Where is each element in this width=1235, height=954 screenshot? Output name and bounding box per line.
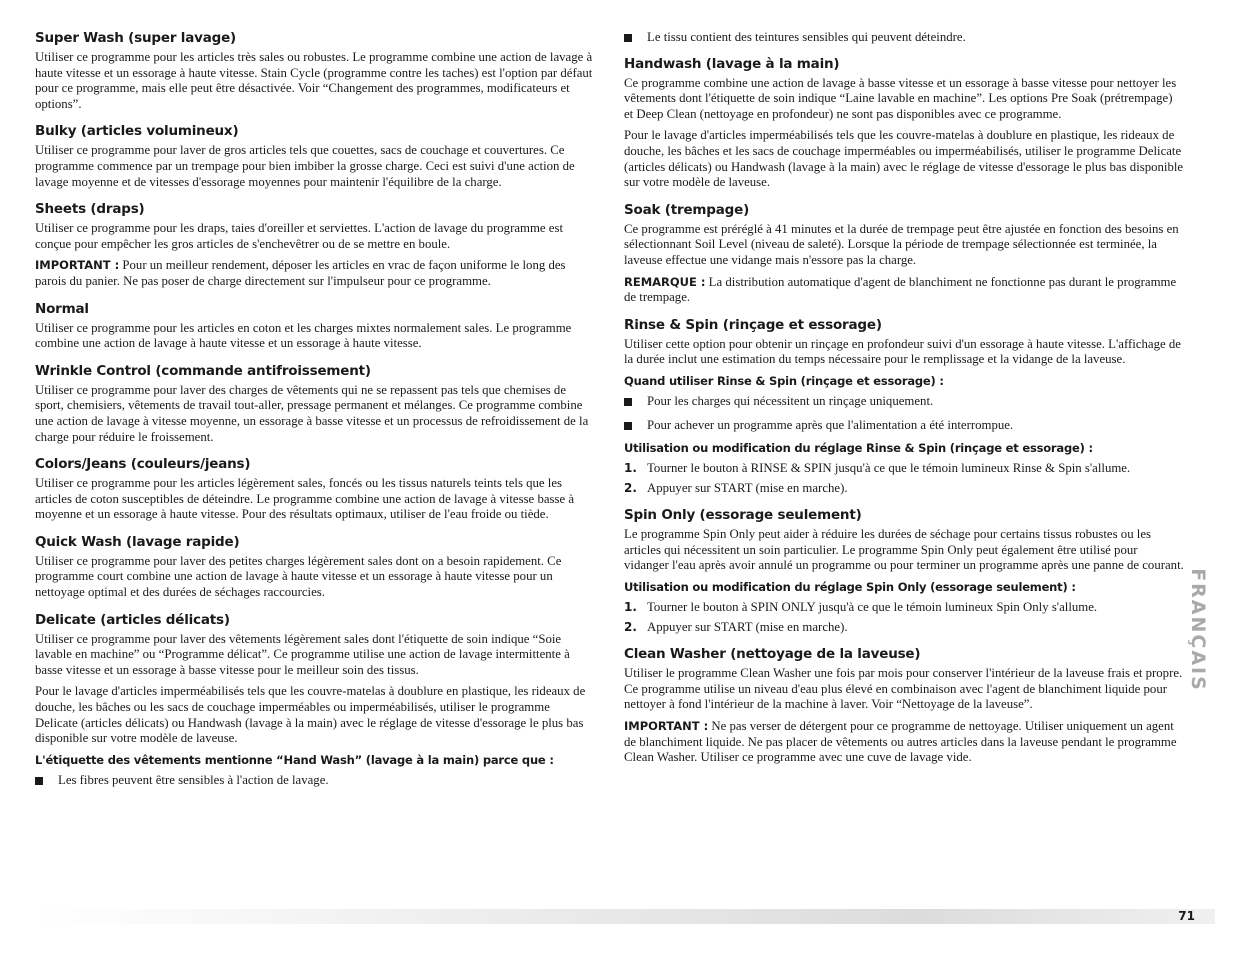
- section-body: Utiliser ce programme pour laver des charges de vêtements qui ne se repassent pas tels que chemises de sport, chemisiers, vêtements de travail tout-aller, pressage permanent et mélanges. Ce programme combine une action de lavage à vitesse moyenne, un essorage à basse vitesse et un processus de refroidissement de la charge pour réduire le froissement.: [35, 382, 589, 444]
- language-side-tab: [1180, 568, 1216, 692]
- important-label: IMPORTANT :: [624, 719, 709, 734]
- section-body: Utiliser le programme Clean Washer une fois par mois pour conserver l'intérieur de la laveuse frais et propre. Ce programme utilise un niveau d'eau plus élevé en combinaison avec l'agent de blanchiment liquide pour nettoyer à fond l'intérieur de la machine à laver. Voir “Nettoyage de la laveuse”.: [624, 666, 1183, 712]
- important-note: [35, 258, 593, 289]
- step-text: Appuyer sur START (mise en marche).: [647, 480, 848, 495]
- square-bullet-icon: [624, 422, 632, 430]
- list-item-text: Le tissu contient des teintures sensibles qui peuvent déteindre.: [647, 30, 966, 44]
- important-label: IMPORTANT :: [35, 258, 120, 273]
- section-colors-jeans: [35, 456, 593, 523]
- section-body: Utiliser ce programme pour laver des vêtements légèrement sales dont l'étiquette de soin indique “Soie lavable en machine” ou “Programme délicat”. Ce programme utilise une action de lavage intermittente à basse vitesse et un essorage à basse vitesse pour le meilleur soin des tissus.: [35, 631, 570, 677]
- list-item: [624, 418, 1184, 434]
- remark-text: La distribution automatique d'agent de blanchiment ne fonctionne pas durant le programme de trempage.: [624, 274, 1177, 305]
- list-item-text: Les fibres peuvent être sensibles à l'action de lavage.: [58, 772, 329, 787]
- section-body: Utiliser ce programme pour les articles en coton et les charges mixtes normalement sales. Le programme combine une action de lavage à haute vitesse et un essorage à haute vitesse.: [35, 320, 572, 351]
- section-title: Delicate (articles délicats): [35, 611, 230, 628]
- section-soak: [624, 202, 1184, 306]
- section-title: Soak (trempage): [624, 201, 750, 218]
- subheading: Quand utiliser Rinse & Spin (rinçage et essorage) :: [624, 373, 944, 388]
- square-bullet-icon: [35, 777, 43, 785]
- footer-bar: [35, 909, 1215, 924]
- section-wrinkle-control: [35, 363, 593, 445]
- remark-label: REMARQUE :: [624, 274, 706, 289]
- square-bullet-icon: [624, 398, 632, 406]
- section-body: Utiliser ce programme pour les draps, taies d'oreiller et serviettes. L'action de lavage du programme est conçue pour empêcher les gros articles de s'enchevêtrer ou de se mettre en boule.: [35, 221, 564, 251]
- step-list: [624, 461, 1184, 496]
- section-rinse-spin: [624, 317, 1184, 497]
- list-item: [35, 773, 593, 789]
- section-delicate: [35, 612, 593, 789]
- section-handwash: [624, 56, 1184, 191]
- important-text: Pour un meilleur rendement, déposer les articles en vrac de façon uniforme le long des parois du panier. Ne pas poser de charge directement sur l'impulseur pour ce programme.: [35, 258, 566, 288]
- section-super-wash: [35, 30, 593, 112]
- step-text: Tourner le bouton à SPIN ONLY jusqu'à ce que le témoin lumineux Spin Only s'allume.: [647, 600, 1098, 615]
- section-title: Quick Wash (lavage rapide): [35, 533, 240, 550]
- section-title: Clean Washer (nettoyage de la laveuse): [624, 646, 921, 663]
- bullet-list: [35, 773, 593, 789]
- step-item: [624, 600, 1184, 616]
- section-sheets: [35, 201, 593, 289]
- section-title: Rinse & Spin (rinçage et essorage): [624, 316, 882, 333]
- section-body-2: Pour le lavage d'articles imperméabilisés tels que les couvre-matelas à doublure en plastique, les rideaux de douche, les bâches ou les sacs de couchage imperméables ou imperméabilisés, utiliser le programme Delicate (articles délicats) ou Handwash (lavage à la main) avec le réglage de vitesse d'essorage le plus bas disponible sur votre modèle de laveuse.: [35, 684, 586, 746]
- section-body: Utiliser cette option pour obtenir un rinçage en profondeur suivi d'un essorage à haute vitesse. L'affichage de la durée inclut une estimation du temps nécessaire pour le remplissage et la vidange de la laveuse.: [624, 336, 1181, 367]
- section-title: Super Wash (super lavage): [35, 30, 237, 46]
- section-body: Ce programme est préréglé à 41 minutes et la durée de trempage peut être ajustée en fonction des besoins en sélectionnant Soil Level (niveau de saleté). Lorsque la période de trempage sélectionnée est terminée, la laveuse effectue une vidange mais n'essore pas la charge.: [624, 221, 1179, 267]
- step-item: [624, 481, 1184, 497]
- section-body: Utiliser ce programme pour laver des petites charges légèrement sales dont on a besoin rapidement. Ce programme court combine une action de lavage à haute vitesse et un essorage à haute vitesse pour un nettoyage optimal et des durées de séchages raccourcies.: [35, 553, 562, 600]
- step-item: [624, 461, 1184, 477]
- subheading: L'étiquette des vêtements mentionne “Hand Wash” (lavage à la main) parce que :: [35, 752, 554, 767]
- section-normal: [35, 301, 593, 352]
- list-item-text: Pour achever un programme après que l'alimentation a été interrompue.: [647, 417, 1014, 432]
- step-list: [624, 600, 1184, 635]
- list-item-text: Pour les charges qui nécessitent un rinçage uniquement.: [647, 393, 934, 408]
- step-item: [624, 620, 1184, 636]
- left-column: [35, 30, 593, 799]
- subheading: Utilisation ou modification du réglage Rinse & Spin (rinçage et essorage) :: [624, 441, 1093, 456]
- list-item: [624, 30, 1184, 46]
- section-body: Le programme Spin Only peut aider à réduire les durées de séchage pour certains tissus robustes ou les articles qui nécessitent un soin particulier. Le programme Spin Only peut également être utilisé pour vidanger l'eau après avoir annulé un programme ou pour terminer un programme après une panne de courant.: [624, 527, 1184, 573]
- section-title: Spin Only (essorage seulement): [624, 507, 862, 524]
- section-body: Utiliser ce programme pour les articles très sales ou robustes. Le programme combine une action de lavage à haute vitesse et un essorage à haute vitesse. Stain Cycle (programme contre les taches) est l'option par défaut pour ce programme, mais elle peut être désactivée. Voir “Changement des programmes, modificateurs et options”.: [35, 50, 593, 111]
- section-body-2: Pour le lavage d'articles imperméabilisés tels que les couvre-matelas à doublure en plastique, les rideaux de douche, les bâches et les sacs de couchage imperméables ou imperméabilisés, utiliser le programme Delicate (articles délicats) ou Handwash (lavage à la main) avec le réglage de vitesse d'essorage le plus bas disponible sur votre modèle de laveuse.: [624, 128, 1184, 190]
- section-body: Utiliser ce programme pour laver de gros articles tels que couettes, sacs de couchage et couvertures. Ce programme commence par un trempage pour bien imbiber la grosse charge. Ceci est suivi d'une action de lavage moyenne et de vitesses d'essorage moyennes pour maintenir l'équilibre de la charge.: [35, 143, 575, 189]
- step-text: Appuyer sur START (mise en marche).: [647, 619, 848, 634]
- section-bulky: [35, 123, 593, 190]
- section-body: Utiliser ce programme pour les articles légèrement sales, foncés ou les tissus naturels teints tels que les articles de coton susceptibles de déteindre. Le programme combine une action de lavage à vitesse basse à moyenne et un essorage à haute vitesse. Pour des résultats optimaux, utiliser de l'eau froide ou tiède.: [35, 476, 575, 522]
- important-note: [624, 719, 1184, 766]
- section-title: Normal: [35, 300, 89, 317]
- step-text: Tourner le bouton à RINSE & SPIN jusqu'à ce que le témoin lumineux Rinse & Spin s'allume.: [647, 461, 1131, 476]
- important-text: Ne pas verser de détergent pour ce programme de nettoyage. Utiliser uniquement un agent de blanchiment liquide. Ne pas placer de vêtements ou autres articles dans la laveuse pendant le programme Clean Washer. Utiliser ce programme avec une cuve de lavage vide.: [624, 719, 1177, 765]
- section-title: Bulky (articles volumineux): [35, 123, 239, 140]
- section-title: Wrinkle Control (commande antifroissement): [35, 362, 371, 379]
- list-item: [624, 394, 1184, 410]
- bullet-list: [624, 30, 1184, 46]
- step-number: 1.: [624, 461, 637, 476]
- step-number: 2.: [624, 480, 637, 495]
- step-number: 2.: [624, 619, 637, 634]
- section-quick-wash: [35, 534, 593, 601]
- section-clean-washer: [624, 646, 1184, 766]
- page-number: 71: [1178, 909, 1195, 923]
- step-number: 1.: [624, 600, 637, 615]
- square-bullet-icon: [624, 34, 632, 42]
- section-body: Ce programme combine une action de lavage à basse vitesse et un essorage à basse vitesse pour nettoyer les vêtements dont l'étiquette de soin indique “Laine lavable en machine”. Les options Pre Soak (prétrempage) et Deep Clean (nettoyage en profondeur) ne sont pas disponibles avec ce programme.: [624, 75, 1177, 121]
- section-title: Colors/Jeans (couleurs/jeans): [35, 456, 251, 473]
- language-label: FRANÇAIS: [1187, 568, 1209, 692]
- bullet-list: [624, 394, 1184, 433]
- section-title: Handwash (lavage à la main): [624, 55, 840, 72]
- section-spin-only: [624, 507, 1184, 635]
- remark-note: [624, 275, 1184, 306]
- section-title: Sheets (draps): [35, 201, 145, 218]
- subheading: Utilisation ou modification du réglage Spin Only (essorage seulement) :: [624, 580, 1076, 595]
- right-column: [624, 30, 1184, 777]
